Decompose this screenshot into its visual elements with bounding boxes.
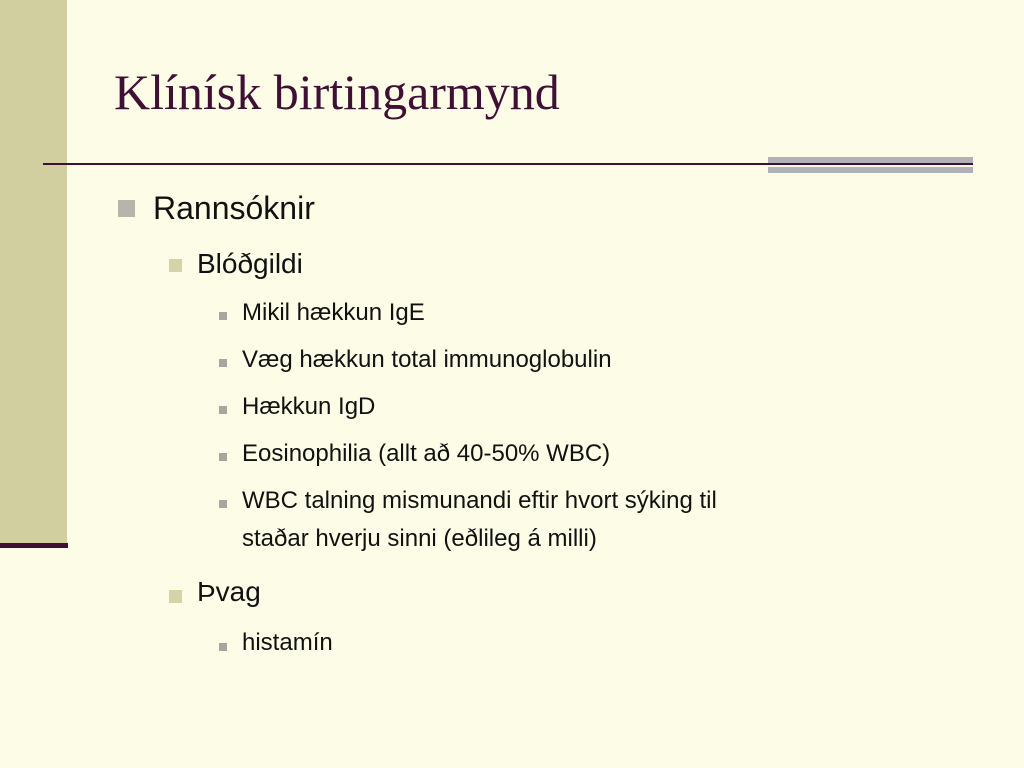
bullet-level3-eosinophilia: Eosinophilia (allt að 40-50% WBC) bbox=[242, 440, 611, 467]
square-bullet-icon bbox=[219, 312, 227, 320]
square-bullet-icon bbox=[219, 406, 227, 414]
square-bullet-icon bbox=[219, 453, 227, 461]
square-bullet-icon bbox=[169, 590, 182, 603]
square-bullet-icon bbox=[169, 259, 182, 272]
bullet-level2-thvag: Þvag bbox=[197, 576, 261, 607]
bullet-level3-histamin: histamín bbox=[242, 629, 333, 656]
bullet-level2-blodgildi: Blóðgildi bbox=[197, 248, 303, 279]
bullet-level3-wbc-line1: WBC talning mismunandi eftir hvort sýking til bbox=[242, 487, 717, 514]
square-bullet-icon bbox=[219, 500, 227, 508]
square-bullet-icon bbox=[219, 643, 227, 651]
bullet-level3-igd: Hækkun IgD bbox=[242, 393, 376, 420]
bullet-level3-immunoglobulin: Væg hækkun total immunoglobulin bbox=[242, 346, 612, 373]
square-bullet-icon bbox=[219, 359, 227, 367]
square-bullet-icon bbox=[118, 200, 135, 217]
bullet-level3-wbc-line2: staðar hverju sinni (eðlileg á milli) bbox=[242, 525, 597, 552]
bullet-level1-rannsoknir: Rannsóknir bbox=[153, 190, 315, 226]
slide-title: Klínísk birtingarmynd bbox=[114, 64, 560, 120]
bullet-level3-ige: Mikil hækkun IgE bbox=[242, 299, 425, 326]
